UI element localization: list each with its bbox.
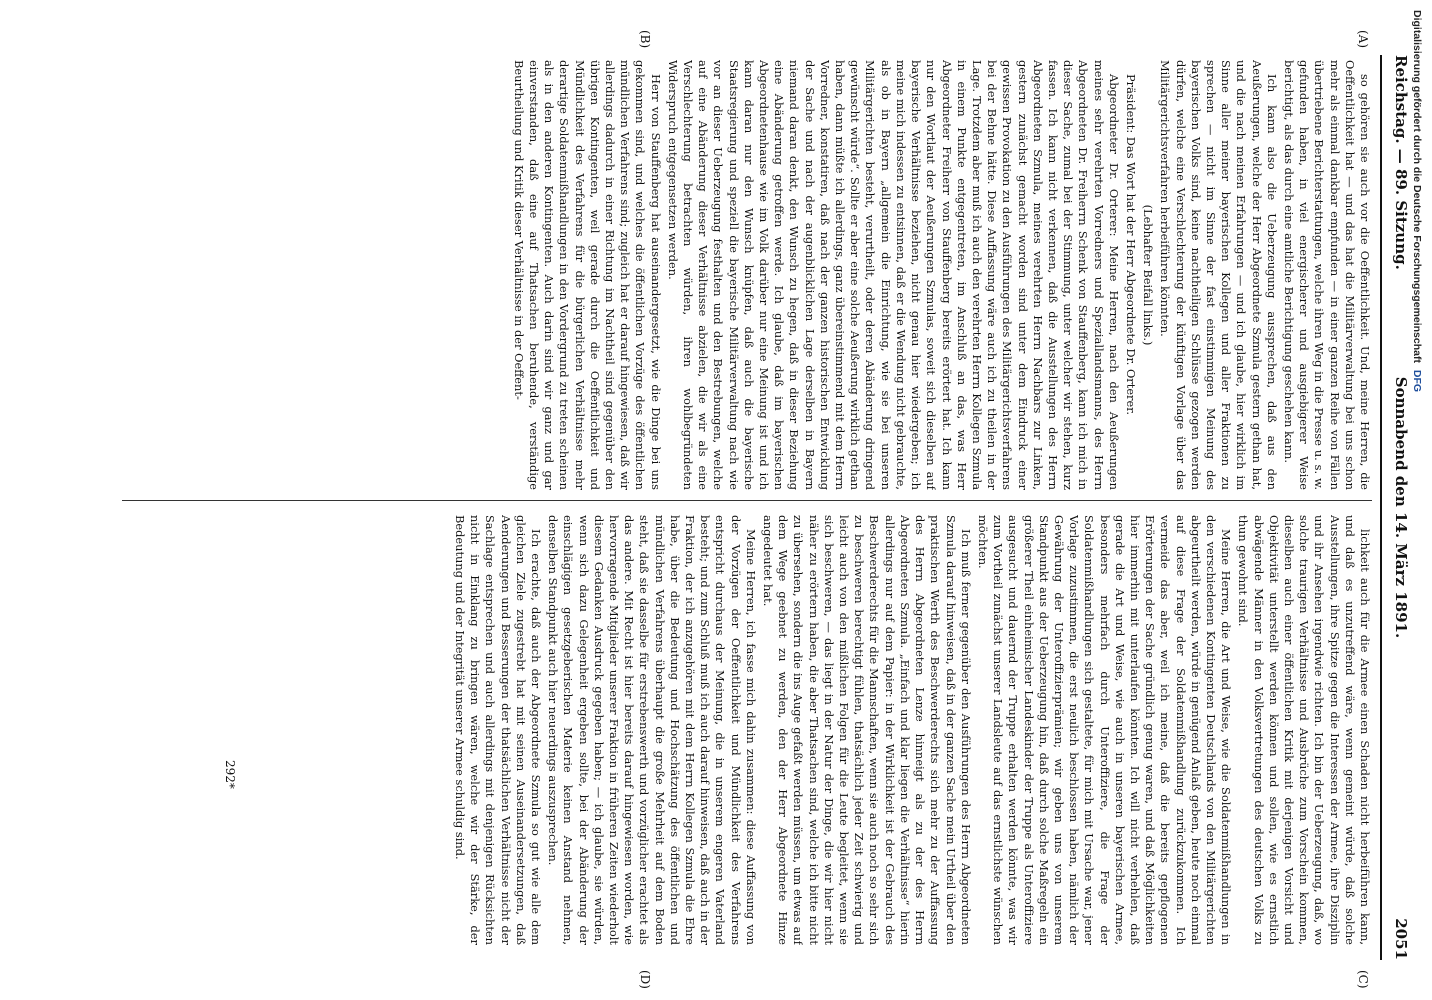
- applause-note: (Lebhafter Beifall links.): [1141, 204, 1156, 346]
- paragraph: Ich muß ferner gegenüber den Ausführungen des Herrn Abgeordneten Szmula darauf hinweisen, daß in der ganzen Sache mein Urtheil über den praktischen Werth des Beschwerderechts sich mehr zu der Auffassung des Herrn Abgeordneten Lenze hinneigt als zu der des Herrn Abgeordneten Szmula. „Einfach und klar liegen die Verhältnisse“ hierin allerdings nur auf dem Papier: in der Wirklichkeit ist der Gebrauch des Beschwerderechts für die Mannschaften, wenn sie auch noch so sehr sich zu beschweren berechtigt fühlen, thatsächlich jeder Zeit schwierig und leicht auch von den mißlichen Folgen für die Leute begleitet, wenn sie sich beschweren, — das liegt in der Natur der Dinge, die wir hier nicht näher zu erörtern haben, die aber Thatsachen sind, welche ich bitte nicht zu übersehen, sondern die ins Auge gefaßt werden müssen, um etwas auf dem Wege geebnet zu werden, den der Herr Abgeordnete Hinze angedeutet hat.: [761, 515, 973, 945]
- paragraph: Herr von Stauffenberg hat auseinandergesetzt, wie die Dinge bei uns gekommen sind, und welches die öffentlichen Vorzüge des öffentlichen mündlichen Verfahrens sind; zugleich hat er darauf hingewiesen, daß wir allerdings dadurch in einer Richtung im Nachtheil sind gegenüber den übrigen Kontingenten, weil gerade durch die Oeffentlichkeit und Mündlichkeit des Verfahrens für die bürgerlichen Verhältnisse mehr derartige Soldatenmißhandlungen in den Vordergrund zu treten scheinen als in den anderen Kontingenten. Auch darin sind wir ganz und gar einverstanden, daß eine auf Thatsachen beruhende, verständige Beurtheilung und Kritik dieser Verhältnisse in der Oeffent-: [511, 60, 663, 490]
- margin-marker-c: (C): [1356, 970, 1370, 989]
- paragraph: lichkeit auch für die Armee einen Schaden nicht herbeiführen kann, und daß es unzutreffend wäre, wenn gemeint würde, daß solche Ausstellungen, ihre Spitze gegen die Interessen der Armee, ihre Disziplin und ihr Ansehen irgendwie richten. Ich bin der Ueberzeugung, daß, wo solche traurigen Verhältnisse und Ausbrüche zum Vorschein kommen, dieselben auch einer öffentlichen Kritik mit derjenigen Vorsicht und Objektivität unterstellt werden können und sollen, wie es ernstlich abwägende Männer in den Volksvertretungen des deutschen Volks zu thun gewohnt sind.: [1236, 515, 1372, 945]
- column-divider: [122, 500, 1372, 501]
- sheet-signature: 292*: [223, 760, 237, 789]
- dfg-logo: DFG: [1411, 369, 1423, 393]
- page-number: 2051: [1392, 918, 1410, 960]
- paragraph: so gehören sie auch vor die Oeffentlichkeit. Und, meine Herren, die Oeffentlichkeit hat — und das hat die Militärverwaltung bei uns schon mehr als einmal dankbar empfunden — in einer ganzen Reihe von Fällen übertriebene Berichterstattungen, welche ihren Weg in die Presse u. s. w. gefunden haben, in viel energischerer und ausgiebigerer Weise berichtigt, als das durch eine amtliche Berichtigung geschehen kann.: [1281, 60, 1372, 490]
- paragraph: Präsident: Das Wort hat der Herr Abgeordnete Dr. Orterer.: [1123, 74, 1138, 416]
- left-column: [122, 60, 1372, 490]
- right-column: [122, 515, 1372, 945]
- header-left: Reichstag. — 89. Sitzung.: [1392, 55, 1410, 270]
- header-center: Sonnabend den 14. März 1891.: [1392, 376, 1410, 639]
- credit-text: Digitalisierung gefördert durch die Deutsche Forschungsgemeinschaft: [1411, 10, 1423, 363]
- paragraph: Ich erachte, daß auch der Abgeordnete Szmula so gut wie alle dem gleichen Ziele zugestrebt hat mit seinen Auseinandersetzungen, daß Aenderungen und Besserungen der thatsächlichen Verhältnisse nicht der Sachlage entsprechen und auch allerdings mit denjenigen Rücksichten nicht in Einklang zu bringen wären, welche wir der Stärke, der Bedeutung und der Integrität unserer Armee schuldig sind.: [453, 515, 544, 945]
- margin-marker-b: (B): [638, 30, 652, 49]
- funding-credit: [1405, 10, 1429, 990]
- paragraph: Meine Herren, ich fasse mich dahin zusammen: diese Auffassung von der Vorzügen der Oeffentlichkeit und Mündlichkeit des Verfahrens entspricht durchaus der Meinung, die in unserem engeren Vaterland besteht; und zum Schluß muß ich auch darauf hinweisen, daß auch in der Fraktion, der ich anzugehören mit dem Herrn Kollegen Szmula die Ehre habe, über die Bedeutung und Hochschätzung des öffentlichen und mündlichen Verfahrens überhaupt die große Mehrheit auf dem Boden steht, daß sie dasselbe für erstrebenswerth und vorzüglicher erachtet als das andere. Mit Recht ist hier bereits darauf hingewiesen worden, wie hervorragende Mitglieder unserer Fraktion in früheren Zeiten wiederholt diesem Gedanken Ausdruck gegeben haben; — ich glaube, sie würden, wenn sich dazu Gelegenheit ergeben sollte, bei der Abänderung der einschlägigen gesetzgeberischen Materie keinen Anstand nehmen, denselben Standpunkt auch hier neuerdings auszusprechen.: [546, 515, 758, 945]
- margin-marker-a: (A): [1356, 30, 1370, 49]
- paragraph: Abgeordneter Dr. Orterer: Meine Herren, nach den Aeußerungen meines sehr verehrten Vorredners und Speziallandsmanns, des Herrn Abgeordneten Dr. Freiherrn Schenk von Stauffenberg, kann ich mich in dieser Sache, zumal bei der Stimmung, unter welcher wir stehen, kurz fassen. Ich kann nicht verkennen, daß die Ausstellungen des Herrn Abgeordneten Szmula, meines verehrten Herrn Nachbars zur Linken, gestern zunächst gemacht worden sind unter dem Eindruck einer gewissen Provokation zu den Ausführungen des Militärgerichtsverfahrens bei der Behne hätte. Diese Auffassung wäre auch ich zu theilen in der Lage. Trotzdem aber muß ich auch den verehrten Herrn Kollegen Szmula in einem Punkte entgegentreten, im Anschluß an das, was Herr Abgeordneter Freiherr von Stauffenberg bereits erörtert hat. Ich kann nur den Wortlaut der Aeußerungen Szmulas, soweit sich dieselben auf bayerische Verhältnisse beziehen, nicht genau hier wiedergeben; ich meine mich indessen zu entsinnen, daß er die Wendung nicht gebrauchte, als ob in Bayern „allgemein die Einrichtung, wie sie bei unseren Militärgerichten besteht, verurtheilt, oder deren Abänderung dringend gewünscht würde“. Sollte er aber eine solche Aeußerung wirklich gethan haben, dann müßte ich allerdings, ganz übereinstimmend mit dem Herrn Vorredner, konstatiren, daß nach der ganzen historischen Entwicklung der Sache und nach der augenblicklichen Lage derselben in Bayern niemand daran denkt, den Wunsch zu hegen, daß in dieser Beziehung eine Abänderung getroffen werde. Ich glaube, daß im bayerischen Abgeordnetenhause wie im Volk darüber nur eine Meinung ist und ich kann daran nur den Wunsch knüpfen, daß auch die bayerische Staatsregierung und speziell die bayerische Militärverwaltung nach wie vor an dieser Ueberzeugung festhalten und den Bestrebungen, welche auf eine Abänderung dieser Verhältnisse abzielen, die wir als eine Verschlechterung betrachten würden, ihren wohlbegründeten Widerspruch entgegensetzen werden.: [665, 60, 1121, 490]
- margin-marker-d: (D): [638, 970, 652, 989]
- paragraph: Ich kann also die Ueberzeugung aussprechen, daß aus den Aeußerungen, welche der Herr Abgeordnete Szmula gestern gethan hat, und die nach meinen Erfahrungen — und ich glaube, hier wirklich im Sinne aller meiner bayerischen Kollegen und aller Fraktionen zu sprechen — nicht im Sinne der fast einstimmigen Meinung des bayerischen Volks sind, keine nachtheiligen Schlüsse gezogen werden dürfen, welche eine Verschlechterung der künftigen Vorlage über das Militärgerichtsverfahren herbeiführen könnten.: [1158, 60, 1279, 490]
- header-rule: [1380, 55, 1382, 960]
- paragraph: Meine Herren, die Art und Weise, wie die Soldatenmißhandlungen in den verschiedenen Kontingenten Deutschlands von den Militärgerichten abgeurtheilt werden, würde in genügend Anlaß geben, heute noch einmal auf diese Frage der Soldatenmißhandlung zurückzukommen. Ich vermeide das aber, weil ich meine, daß die bereits gepflogenen Erörterungen der Sache gründlich genug waren, und daß Möglichkeiten hier immerhin mit unterlaufen könnten. Ich will nicht verhehlen, daß gerade die Art und Weise, wie auch in unseren bayerischen Armee, besonders mehrfach durch Unteroffiziere, die Frage der Soldatenmißhandlungen sich gestaltete, für mich mit Ursache war, jener Vorlage zuzustimmen, die erst neulich beschlossen haben, nämlich der Gewährung der Unteroffizierprämien; wir geben uns von unserem Standpunkt aus der Ueberzeugung hin, daß durch solche Maßregeln ein größerer Theil einheimischer Landeskinder der Truppe als Unteroffiziere ausgesucht und dauernd der Truppe erhalten werden könnte, was wir zum Vortheil zunächst unserer Landsleute auf das ernstlichste wünschen möchten.: [975, 515, 1234, 945]
